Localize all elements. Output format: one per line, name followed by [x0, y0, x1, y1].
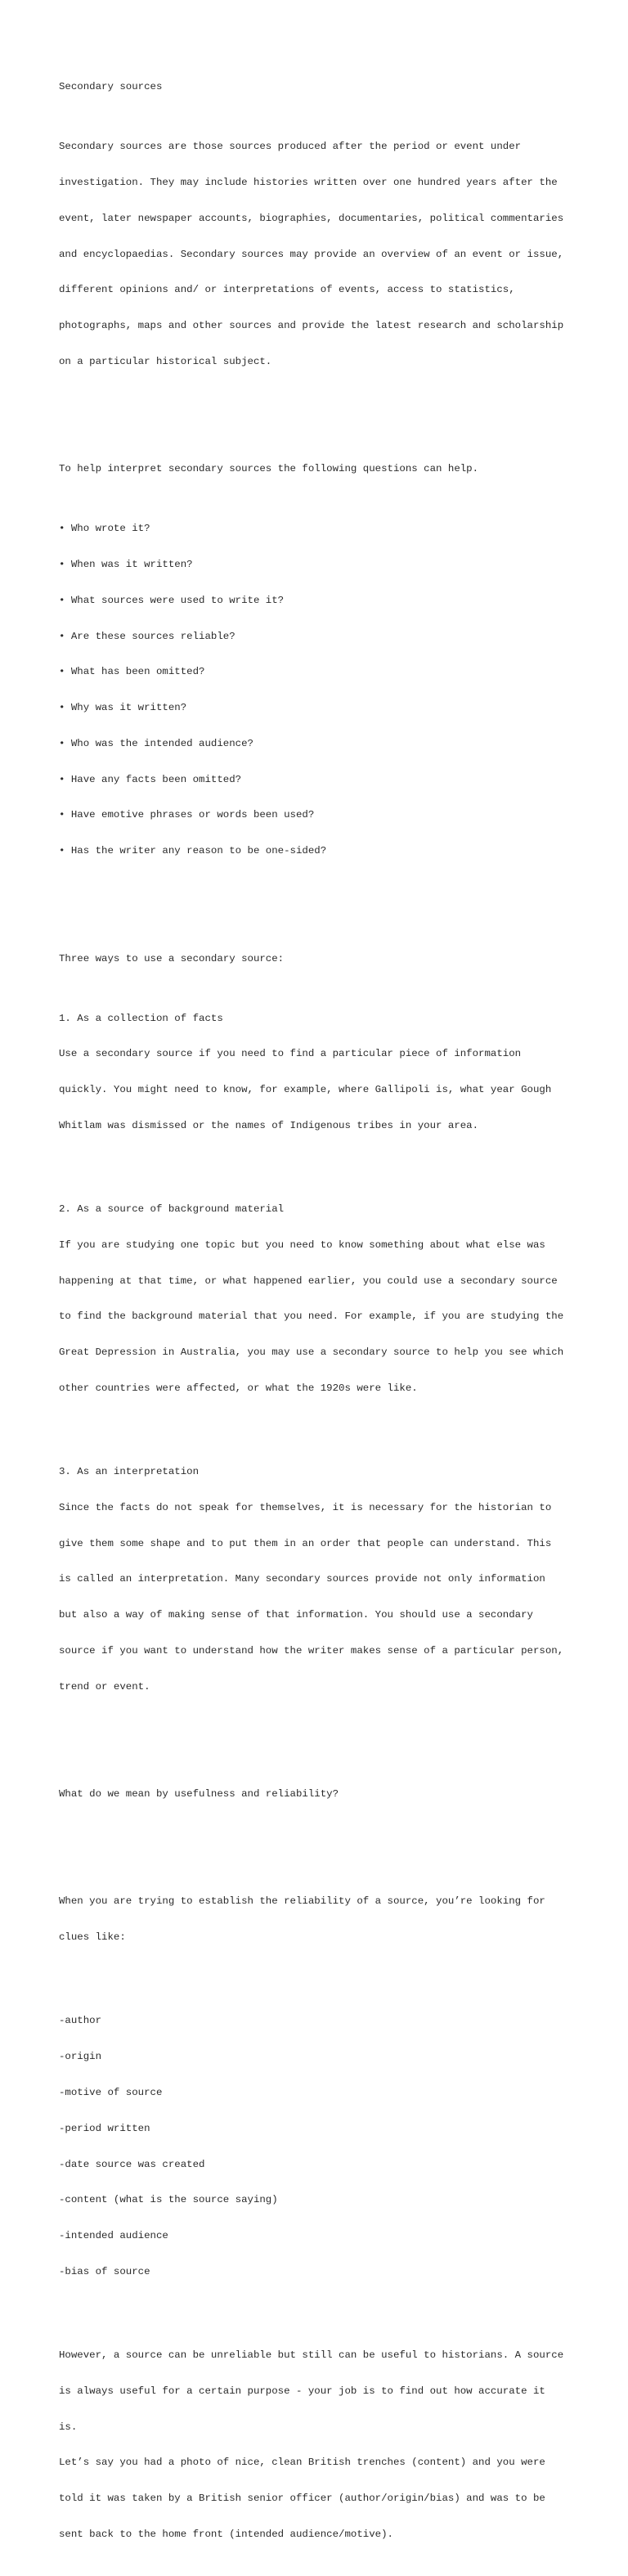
conclusion-line: is always useful for a certain purpose - your job is to find out how accurate it	[59, 2385, 545, 2397]
list-item: • What sources were used to write it?	[59, 594, 285, 606]
way-body-line: is called an interpretation. Many secondary sources provide not only information	[59, 1573, 545, 1585]
way-heading: 3. As an interpretation	[59, 1466, 200, 1478]
questions-intro: To help interpret secondary sources the following questions can help.	[59, 463, 479, 475]
way-section	[59, 1180, 590, 1418]
way-body-line: Great Depression in Australia, you may use a secondary source to help you see which	[59, 1346, 564, 1359]
paragraph-gap	[59, 905, 590, 917]
way-body-line: Since the facts do not speak for themselves, it is necessary for the historian to	[59, 1501, 552, 1513]
way-section	[59, 1442, 590, 1717]
conclusion-line: However, a source can be unreliable but still can be useful to historians. A source	[59, 2349, 564, 2361]
conclusion-line: Let’s say you had a photo of nice, clean British trenches (content) and you were	[59, 2457, 545, 2469]
way-body-line: but also a way of making sense of that information. You should use a secondary	[59, 1609, 533, 1621]
intro-line: investigation. They may include histories written over one hundred years after the	[59, 176, 558, 188]
list-item: -author	[59, 2015, 102, 2027]
way-body-line: other countries were affected, or what the 1920s were like.	[59, 1382, 418, 1394]
list-item: • Has the writer any reason to be one-sided?	[59, 845, 327, 857]
intro-line: different opinions and/ or interpretations of events, access to statistics,	[59, 284, 515, 296]
list-item: -bias of source	[59, 2265, 150, 2277]
document-page	[59, 57, 590, 2576]
reliability-intro	[59, 1872, 590, 1967]
ways-intro: Three ways to use a secondary source:	[59, 952, 285, 964]
list-item: -date source was created	[59, 2158, 205, 2170]
paragraph-gap	[59, 416, 590, 428]
list-item: -origin	[59, 2051, 102, 2063]
usefulness-question: What do we mean by usefulness and reliability?	[59, 1788, 339, 1801]
clues-list	[59, 1991, 590, 2301]
intro-line: event, later newspaper accounts, biographies, documentaries, political commentaries	[59, 212, 564, 224]
list-item: • Who wrote it?	[59, 523, 150, 535]
way-body-line: to find the background material that you need. For example, if you are studying the	[59, 1310, 564, 1323]
list-item: • What has been omitted?	[59, 666, 205, 678]
conclusion-line: is.	[59, 2421, 78, 2433]
document-title: Secondary sources	[59, 81, 163, 93]
paragraph-gap	[59, 1741, 590, 1753]
questions-list	[59, 499, 590, 881]
list-item: • Are these sources reliable?	[59, 630, 236, 642]
way-body-line: trend or event.	[59, 1680, 150, 1693]
way-body-line: happening at that time, or what happened earlier, you could use a secondary source	[59, 1275, 558, 1287]
way-body-line: quickly. You might need to know, for example, where Gallipoli is, what year Gough	[59, 1084, 552, 1096]
conclusion-line: told it was taken by a British senior officer (author/origin/bias) and was to be	[59, 2493, 545, 2505]
list-item: • When was it written?	[59, 558, 193, 570]
way-body-line: source if you want to understand how the writer makes sense of a particular person,	[59, 1644, 564, 1657]
intro-line: and encyclopaedias. Secondary sources may provide an overview of an event or issue,	[59, 248, 564, 260]
list-item: -period written	[59, 2122, 150, 2134]
way-body-line: Use a secondary source if you need to find a particular piece of information	[59, 1048, 522, 1060]
list-item: -content (what is the source saying)	[59, 2194, 278, 2206]
list-item: -intended audience	[59, 2230, 168, 2242]
intro-line: on a particular historical subject.	[59, 355, 272, 367]
list-item: • Why was it written?	[59, 702, 187, 714]
paragraph-gap	[59, 1824, 590, 1836]
way-body-line: Whitlam was dismissed or the names of Indigenous tribes in your area.	[59, 1119, 479, 1131]
intro-line: photographs, maps and other sources and provide the latest research and scholarship	[59, 320, 564, 332]
intro-line: Secondary sources are those sources produced after the period or event under	[59, 141, 522, 153]
conclusion-line: sent back to the home front (intended audience/motive).	[59, 2528, 393, 2540]
intro-paragraph	[59, 117, 590, 392]
list-item: • Have emotive phrases or words been used?	[59, 809, 315, 821]
way-body-line: If you are studying one topic but you need to know something about what else was	[59, 1239, 545, 1251]
list-item: • Have any facts been omitted?	[59, 773, 242, 785]
list-item: -motive of source	[59, 2086, 163, 2098]
list-item: • Who was the intended audience?	[59, 737, 253, 749]
way-heading: 1. As a collection of facts	[59, 1012, 223, 1024]
conclusion-paragraph	[59, 2326, 590, 2565]
reliability-line: When you are trying to establish the reliability of a source, you’re looking for	[59, 1895, 545, 1908]
way-body-line: give them some shape and to put them in an order that people can understand. This	[59, 1537, 552, 1549]
way-section	[59, 988, 590, 1155]
reliability-line: clues like:	[59, 1931, 126, 1944]
way-heading: 2. As a source of background material	[59, 1203, 285, 1215]
